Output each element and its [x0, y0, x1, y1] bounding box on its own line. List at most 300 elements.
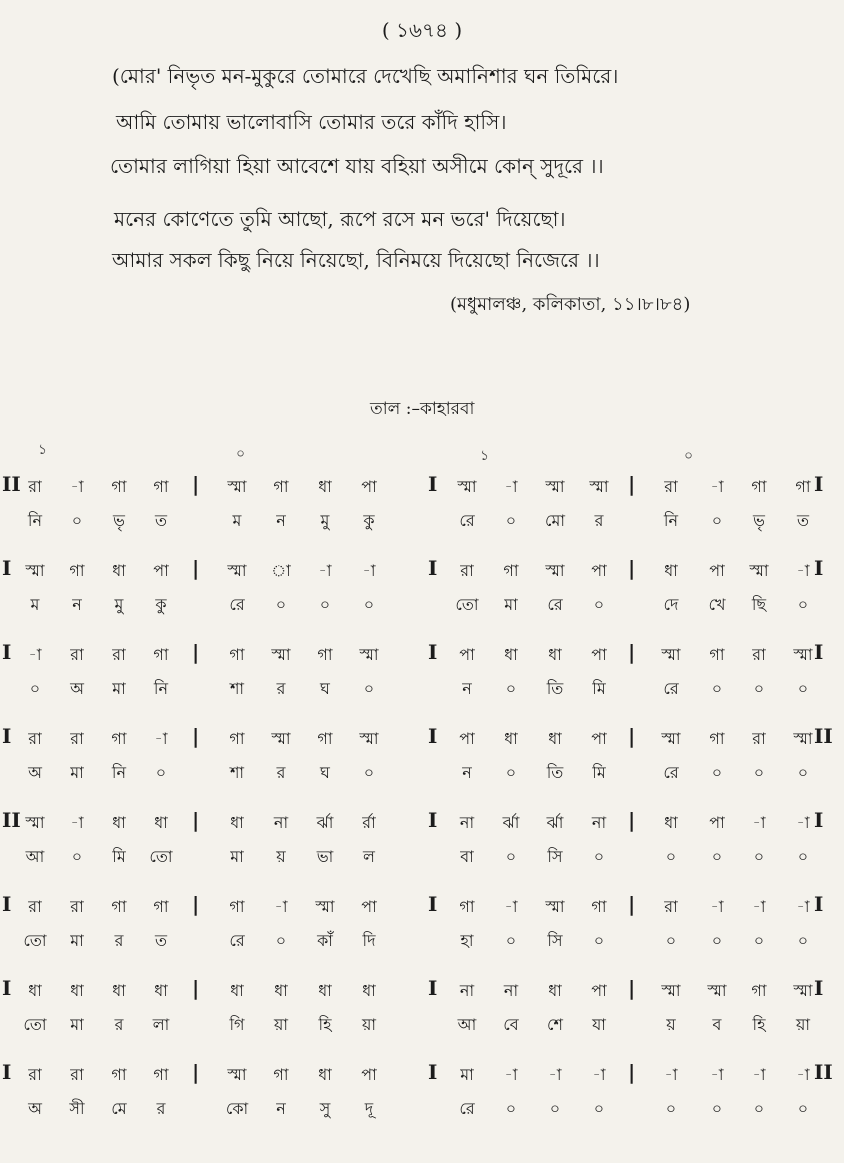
bar-line: | — [628, 1060, 636, 1084]
lyric-syllable: কো — [225, 1099, 249, 1118]
swara-note: রা — [460, 561, 474, 580]
lyric-syllable: তি — [546, 679, 564, 698]
lyric-syllable: মে — [111, 1099, 127, 1118]
tala-markers — [0, 438, 844, 468]
swara-note: গা — [273, 477, 289, 496]
lyric-syllable-row — [0, 1092, 844, 1124]
bar-line: | — [628, 640, 636, 664]
swara-note: রা — [28, 897, 42, 916]
swara-note: পা — [591, 981, 607, 1000]
swara-note: না — [459, 813, 475, 832]
lyric-syllable: য়া — [273, 1015, 289, 1034]
bar-line: I — [814, 640, 824, 664]
swara-note: -া — [752, 1065, 766, 1084]
lyric-syllable: লা — [152, 1015, 170, 1034]
swara-note: গা — [111, 1065, 127, 1084]
lyric-syllable: ০ — [797, 679, 809, 698]
swara-note: গা — [709, 729, 725, 748]
bar-line: | — [192, 472, 200, 496]
notation-stave — [0, 806, 844, 890]
lyric-syllable: রে — [663, 763, 679, 782]
swara-note: পা — [591, 645, 607, 664]
swara-note: -া — [28, 645, 42, 664]
lyric-syllable: ল — [363, 847, 375, 866]
tala-marker: ১ — [38, 442, 48, 458]
bar-line: | — [192, 640, 200, 664]
swara-note: স্মা — [25, 813, 45, 832]
lyric-syllable: ন — [462, 763, 472, 782]
swara-note: র্ঝা — [316, 813, 334, 832]
lyric-syllable: ম — [30, 595, 40, 614]
swara-note: -া — [752, 897, 766, 916]
lyric-line: আমার সকল কিছু নিয়ে নিয়েছো, বিনিময়ে দিয়েছো নিজেরে ।। — [112, 248, 600, 272]
swara-note: গা — [317, 729, 333, 748]
lyric-syllable: যা — [592, 1015, 606, 1034]
swara-note: রা — [28, 729, 42, 748]
swara-note: -া — [710, 1065, 724, 1084]
lyric-syllable: ০ — [797, 595, 809, 614]
lyric-syllable: মা — [70, 763, 84, 782]
lyric-syllable: মি — [112, 847, 126, 866]
lyric-syllable: ঘ — [320, 679, 330, 698]
swara-row — [0, 638, 844, 670]
swara-row — [0, 806, 844, 838]
tala-marker: ১ — [480, 448, 490, 464]
swara-note: -া — [796, 561, 810, 580]
lyric-syllable: ভৃ — [113, 511, 125, 530]
lyric-syllable: ম — [232, 511, 242, 530]
tala-marker: ০ — [684, 448, 694, 464]
lyric-syllable: মা — [70, 1015, 84, 1034]
lyric-syllable: ত — [796, 511, 809, 530]
lyric-syllable: হি — [318, 1015, 332, 1034]
swara-note: ধা — [504, 729, 518, 748]
bar-line: II — [2, 808, 21, 832]
swara-note: ধা — [154, 813, 168, 832]
bar-line: I — [2, 892, 12, 916]
swara-note: রা — [664, 897, 678, 916]
swara-note: গা — [751, 477, 767, 496]
swara-note: গা — [153, 1065, 169, 1084]
notation-stave — [0, 554, 844, 638]
lyric-syllable: ন — [276, 1099, 286, 1118]
lyric-line: তোমার লাগিয়া হিয়া আবেশে যায় বহিয়া অসীমে কোন্ সুদূরে ।। — [110, 154, 604, 178]
bar-line: II — [814, 1060, 833, 1084]
swara-note: গা — [795, 477, 811, 496]
swara-note: ধা — [664, 561, 678, 580]
swara-note: রা — [112, 645, 126, 664]
lyric-syllable-row — [0, 1008, 844, 1040]
swara-note: া — [271, 561, 291, 580]
lyric-syllable: ০ — [155, 763, 167, 782]
lyric-syllable: ০ — [711, 847, 723, 866]
swara-note: -া — [710, 897, 724, 916]
swara-note: স্মা — [457, 477, 477, 496]
swara-row — [0, 554, 844, 586]
lyric-syllable-row — [0, 840, 844, 872]
bar-line: I — [814, 976, 824, 1000]
bar-line: | — [628, 976, 636, 1000]
swara-note: গা — [229, 729, 245, 748]
lyric-syllable: ত — [154, 931, 167, 950]
lyric-syllable: ব — [712, 1015, 722, 1034]
lyric-syllable: ০ — [363, 763, 375, 782]
lyric-syllable-row — [0, 756, 844, 788]
lyric-syllable: হা — [460, 931, 474, 950]
bar-line: I — [814, 472, 824, 496]
swara-note: পা — [591, 729, 607, 748]
lyric-syllable: ০ — [711, 931, 723, 950]
swara-note: না — [591, 813, 607, 832]
lyric-syllable: নি — [153, 679, 169, 698]
swara-note: -া — [504, 1065, 518, 1084]
bar-line: I — [428, 976, 438, 1000]
lyric-syllable: সি — [547, 847, 563, 866]
swara-note: স্মা — [749, 561, 769, 580]
swara-note: স্মা — [227, 477, 247, 496]
swara-note: না — [459, 981, 475, 1000]
lyric-syllable: ০ — [363, 679, 375, 698]
swara-row — [0, 1058, 844, 1090]
lyric-syllable: সী — [69, 1099, 85, 1118]
swara-note: -া — [592, 1065, 606, 1084]
bar-line: I — [428, 808, 438, 832]
lyric-syllable: য়া — [361, 1015, 377, 1034]
swara-note: -া — [796, 1065, 810, 1084]
swara-note: গা — [591, 897, 607, 916]
swara-note: -া — [504, 897, 518, 916]
bar-line: | — [628, 808, 636, 832]
swara-row — [0, 974, 844, 1006]
lyric-syllable: রে — [229, 931, 245, 950]
swara-note: রা — [70, 1065, 84, 1084]
lyric-syllable: ০ — [797, 847, 809, 866]
bar-line: | — [192, 724, 200, 748]
lyric-syllable: ন — [72, 595, 82, 614]
lyric-syllable: বে — [503, 1015, 519, 1034]
lyric-syllable: অ — [28, 1099, 42, 1118]
lyric-line: মনের কোণেতে তুমি আছো, রূপে রসে মন ভরে' দিয়েছো। — [114, 207, 566, 231]
lyric-syllable: ০ — [753, 763, 765, 782]
swara-note: ধা — [230, 981, 244, 1000]
swara-note: ধা — [28, 981, 42, 1000]
swara-note: পা — [709, 813, 725, 832]
lyric-syllable: অ — [28, 763, 42, 782]
swara-note: -া — [318, 561, 332, 580]
bar-line: I — [2, 976, 12, 1000]
lyric-syllable: মি — [592, 763, 606, 782]
swara-note: -া — [70, 813, 84, 832]
lyric-syllable: রে — [547, 595, 563, 614]
lyric-syllable: ০ — [363, 595, 375, 614]
lyric-syllable: র — [276, 679, 286, 698]
lyric-syllable: ০ — [505, 511, 517, 530]
swara-row — [0, 722, 844, 754]
lyric-syllable: সু — [319, 1099, 331, 1118]
bar-line: I — [814, 892, 824, 916]
lyric-syllable: র — [594, 511, 604, 530]
lyric-syllable: ০ — [711, 679, 723, 698]
swara-note: -া — [796, 813, 810, 832]
notation-stave — [0, 1058, 844, 1142]
swara-note: ধা — [112, 813, 126, 832]
lyric-syllable: তো — [23, 1015, 47, 1034]
lyric-syllable: রে — [663, 679, 679, 698]
lyric-syllable: মু — [114, 595, 124, 614]
swara-note: গা — [111, 897, 127, 916]
swara-note: -া — [796, 897, 810, 916]
swara-note: স্মা — [661, 645, 681, 664]
lyric-syllable: কু — [363, 511, 375, 530]
swara-note: ধা — [274, 981, 288, 1000]
bar-line: | — [628, 892, 636, 916]
swara-note: গা — [317, 645, 333, 664]
swara-note: গা — [503, 561, 519, 580]
swara-note: ধা — [318, 477, 332, 496]
lyric-syllable: তো — [23, 931, 47, 950]
bar-line: | — [628, 724, 636, 748]
swara-note: স্মা — [359, 645, 379, 664]
lyric-syllable: ০ — [29, 679, 41, 698]
swara-note: গা — [153, 897, 169, 916]
swara-note: স্মা — [707, 981, 727, 1000]
swara-note: পা — [709, 561, 725, 580]
bar-line: II — [2, 472, 21, 496]
swara-note: র্ঝা — [502, 813, 520, 832]
swara-note: রা — [70, 729, 84, 748]
bar-line: I — [428, 724, 438, 748]
bar-line: I — [2, 640, 12, 664]
lyric-syllable: ০ — [797, 1099, 809, 1118]
swara-note: রা — [664, 477, 678, 496]
lyric-syllable: য় — [276, 847, 286, 866]
lyric-syllable: ০ — [71, 847, 83, 866]
swara-note: -া — [710, 477, 724, 496]
swara-note: -া — [752, 813, 766, 832]
swara-note: পা — [361, 477, 377, 496]
tala-heading: তাল :–কাহারবা — [370, 399, 475, 419]
swara-note: ধা — [548, 981, 562, 1000]
lyric-syllable: ছি — [751, 595, 767, 614]
swara-row — [0, 470, 844, 502]
swara-note: র্রা — [362, 813, 376, 832]
lyric-syllable: ০ — [753, 679, 765, 698]
swara-note: ধা — [548, 729, 562, 748]
lyric-syllable: ভৃ — [753, 511, 765, 530]
lyric-syllable: খে — [708, 595, 726, 614]
swara-note: পা — [459, 729, 475, 748]
lyric-syllable: নি — [27, 511, 43, 530]
swara-note: না — [273, 813, 289, 832]
swara-note: -া — [154, 729, 168, 748]
lyric-syllable: ০ — [665, 847, 677, 866]
lyric-syllable: মা — [230, 847, 244, 866]
bar-line: | — [192, 892, 200, 916]
lyric-syllable: মা — [504, 595, 518, 614]
lyric-syllable: শা — [229, 679, 245, 698]
lyric-syllable: রে — [459, 511, 475, 530]
swara-note: গা — [153, 477, 169, 496]
song-number: ( ১৬৭৪ ) — [381, 18, 463, 42]
swara-note: পা — [153, 561, 169, 580]
lyric-syllable: ০ — [275, 595, 287, 614]
lyric-syllable: কাঁ — [317, 931, 333, 950]
lyric-syllable: তি — [546, 763, 564, 782]
bar-line: II — [814, 724, 833, 748]
lyric-syllable: ০ — [505, 847, 517, 866]
lyric-syllable: কু — [155, 595, 167, 614]
swara-note: ধা — [362, 981, 376, 1000]
lyric-syllable: ০ — [593, 1099, 605, 1118]
bar-line: I — [428, 892, 438, 916]
lyric-syllable: শে — [547, 1015, 563, 1034]
swara-note: ধা — [318, 1065, 332, 1084]
bar-line: I — [814, 808, 824, 832]
lyric-syllable: ০ — [711, 763, 723, 782]
lyric-line: (মোর' নিভৃত মন-মুকুরে তোমারে দেখেছি অমানিশার ঘন তিমিরে। — [112, 64, 619, 88]
swara-note: গা — [459, 897, 475, 916]
lyric-syllable: ০ — [319, 595, 331, 614]
swara-note: -া — [70, 477, 84, 496]
swara-note: স্মা — [793, 645, 813, 664]
bar-line: I — [2, 556, 12, 580]
swara-note: গা — [229, 897, 245, 916]
lyric-syllable: ০ — [711, 511, 723, 530]
lyric-syllable: ঘ — [320, 763, 330, 782]
swara-note: পা — [361, 1065, 377, 1084]
swara-note: ধা — [548, 645, 562, 664]
swara-note: -া — [362, 561, 376, 580]
lyric-syllable: ভা — [316, 847, 334, 866]
swara-note: স্মা — [661, 981, 681, 1000]
lyric-syllable: সি — [547, 931, 563, 950]
bar-line: I — [428, 640, 438, 664]
swara-note: ধা — [664, 813, 678, 832]
lyric-syllable: হি — [752, 1015, 766, 1034]
swara-note: স্মা — [271, 645, 291, 664]
swara-note: ধা — [504, 645, 518, 664]
swara-note: রা — [70, 897, 84, 916]
lyric-syllable: ০ — [797, 931, 809, 950]
lyric-syllable: রে — [229, 595, 245, 614]
lyric-syllable: ০ — [505, 931, 517, 950]
swara-note: রা — [28, 477, 42, 496]
lyric-syllable: ০ — [753, 931, 765, 950]
swara-note: স্মা — [545, 561, 565, 580]
swara-note: স্মা — [589, 477, 609, 496]
swara-row — [0, 890, 844, 922]
swara-note: গা — [69, 561, 85, 580]
swara-note: গা — [709, 645, 725, 664]
swara-note: মা — [460, 1065, 474, 1084]
lyric-syllable: ০ — [549, 1099, 561, 1118]
lyric-syllable: ০ — [593, 931, 605, 950]
lyric-syllable: ন — [276, 511, 286, 530]
swara-note: স্মা — [545, 477, 565, 496]
swara-note: ধা — [112, 981, 126, 1000]
bar-line: I — [2, 724, 12, 748]
lyric-syllable: তো — [149, 847, 173, 866]
notation-stave — [0, 722, 844, 806]
swara-note: -া — [504, 477, 518, 496]
lyric-syllable: ০ — [505, 763, 517, 782]
swara-note: গা — [751, 981, 767, 1000]
lyric-syllable: দি — [362, 931, 376, 950]
swara-note: ধা — [70, 981, 84, 1000]
lyric-syllable: য় — [666, 1015, 676, 1034]
lyric-syllable: শা — [229, 763, 245, 782]
lyric-syllable: গি — [229, 1015, 245, 1034]
swara-note: -া — [664, 1065, 678, 1084]
bar-line: I — [428, 1060, 438, 1084]
lyric-line: আমি তোমায় ভালোবাসি তোমার তরে কাঁদি হাসি। — [116, 110, 507, 134]
bar-line: I — [428, 556, 438, 580]
lyric-syllable: ০ — [665, 1099, 677, 1118]
tala-marker: ০ — [236, 446, 246, 462]
lyric-syllable: ত — [154, 511, 167, 530]
swara-note: ধা — [230, 813, 244, 832]
bar-line: | — [192, 556, 200, 580]
lyric-syllable-row — [0, 504, 844, 536]
lyric-syllable: ০ — [797, 763, 809, 782]
swara-note: পা — [361, 897, 377, 916]
notation-stave — [0, 974, 844, 1058]
bar-line: | — [192, 1060, 200, 1084]
lyric-syllable: র — [114, 1015, 124, 1034]
lyric-syllable: আ — [457, 1015, 477, 1034]
swara-note: স্মা — [315, 897, 335, 916]
lyric-syllable: ০ — [505, 679, 517, 698]
lyric-syllable: ০ — [275, 931, 287, 950]
lyric-syllable: দূ — [364, 1099, 374, 1118]
swara-note: রা — [28, 1065, 42, 1084]
swara-note: ধা — [154, 981, 168, 1000]
lyric-syllable: বা — [460, 847, 474, 866]
swara-note: স্মা — [661, 729, 681, 748]
swara-note: স্মা — [227, 1065, 247, 1084]
lyric-syllable: মা — [70, 931, 84, 950]
lyric-syllable: ০ — [665, 931, 677, 950]
notation-table — [0, 470, 844, 1142]
swara-note: স্মা — [793, 729, 813, 748]
lyric-syllable: নি — [663, 511, 679, 530]
lyric-syllable: ০ — [753, 847, 765, 866]
lyric-syllable: অ — [70, 679, 84, 698]
lyric-syllable: র — [114, 931, 124, 950]
lyric-syllable: ০ — [711, 1099, 723, 1118]
bar-line: I — [428, 472, 438, 496]
swara-note: গা — [273, 1065, 289, 1084]
lyric-syllable-row — [0, 588, 844, 620]
swara-note: স্মা — [359, 729, 379, 748]
lyric-syllable: মি — [592, 679, 606, 698]
swara-note: গা — [111, 729, 127, 748]
lyric-syllable: মু — [320, 511, 330, 530]
lyric-syllable-row — [0, 672, 844, 704]
lyric-syllable: দে — [663, 595, 679, 614]
bar-line: I — [2, 1060, 12, 1084]
lyric-syllable: র — [276, 763, 286, 782]
swara-note: স্মা — [227, 561, 247, 580]
swara-note: গা — [229, 645, 245, 664]
lyric-syllable: মা — [112, 679, 126, 698]
swara-note: পা — [591, 561, 607, 580]
lyric-syllable: ০ — [71, 511, 83, 530]
swara-note: স্মা — [271, 729, 291, 748]
swara-note: র্ঝা — [546, 813, 564, 832]
lyric-syllable: ০ — [753, 1099, 765, 1118]
notation-stave — [0, 470, 844, 554]
